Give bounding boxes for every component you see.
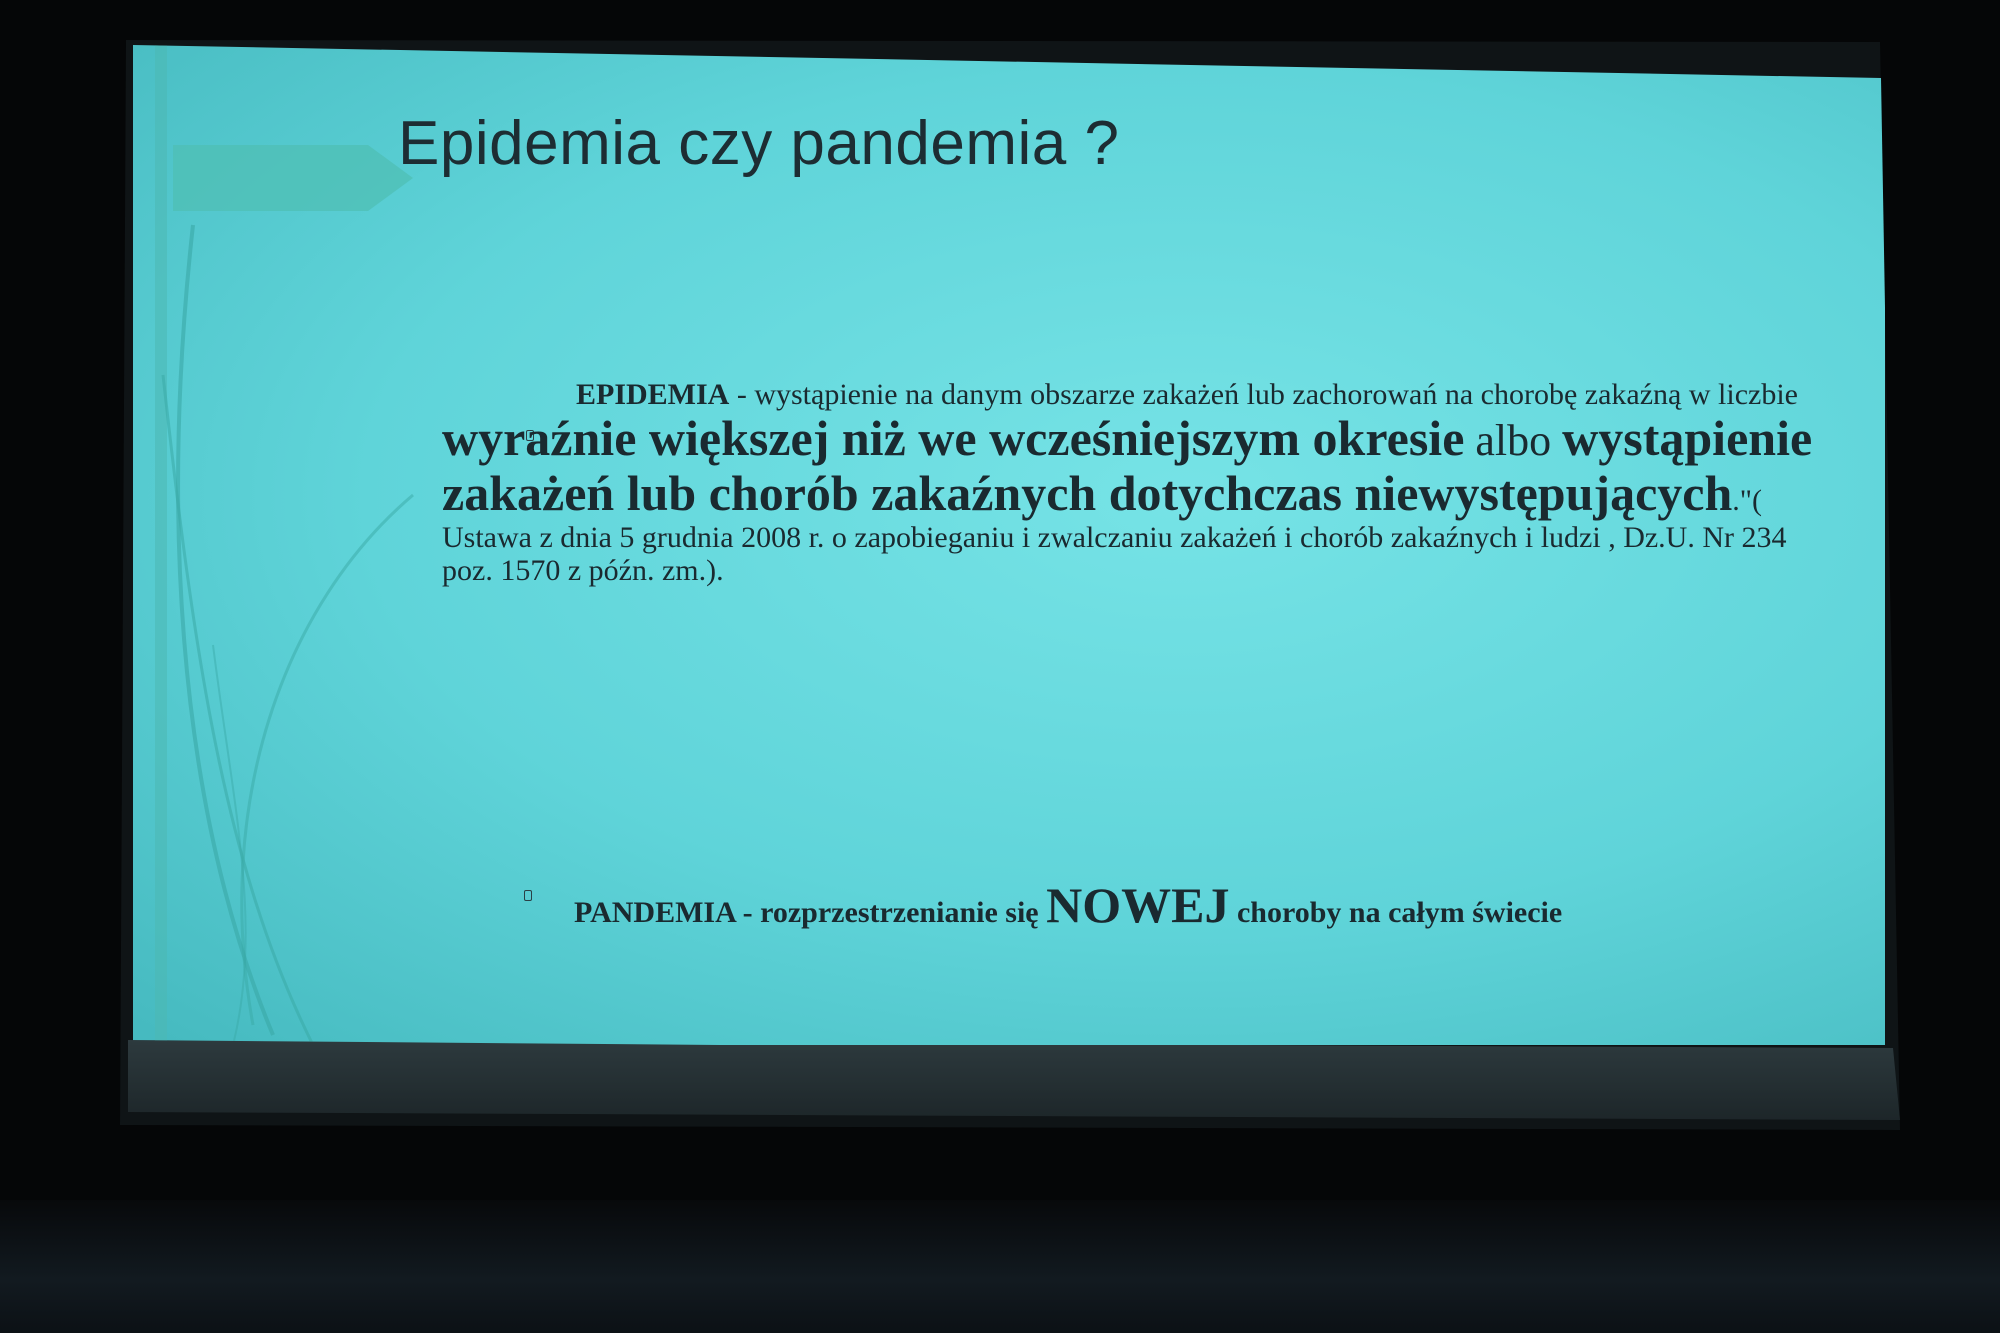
epidemia-legal-reference: ."( Ustawa z dnia 5 grudnia 2008 r. o zapobieganiu i zwalczaniu zakażeń i chorób zakaźnych i ludzi , Dz.U. Nr 234 poz. 1570 z późn. zm.). xyxy=(442,484,1787,587)
epidemia-def-start: - wystąpienie na danym obszarze zakażeń lub zachorowań na chorobę zakaźną w liczbie xyxy=(729,378,1798,411)
epidemia-connector: albo xyxy=(1464,416,1563,465)
pandemia-term-and-def: PANDEMIA - rozprzestrzenianie się xyxy=(574,896,1047,929)
pandemia-emphasis: NOWEJ xyxy=(1046,877,1230,933)
epidemia-definition xyxy=(442,378,1822,587)
pandemia-definition xyxy=(440,878,1800,933)
slide-title: Epidemia czy pandemia ? xyxy=(398,109,1120,178)
epidemia-term: EPIDEMIA xyxy=(576,378,730,411)
epidemia-emphasis-1: wyraźnie większej niż we wcześniejszym okresie xyxy=(442,410,1465,466)
floor xyxy=(0,1200,2000,1333)
screen-bottom-shadow xyxy=(128,1040,1903,1120)
pandemia-def-end: choroby na całym świecie xyxy=(1229,896,1563,929)
epidemia-emphasis-2: wystąpienie zakażeń lub chorób zakaźnych dotychczas niewystępujących xyxy=(442,410,1813,521)
